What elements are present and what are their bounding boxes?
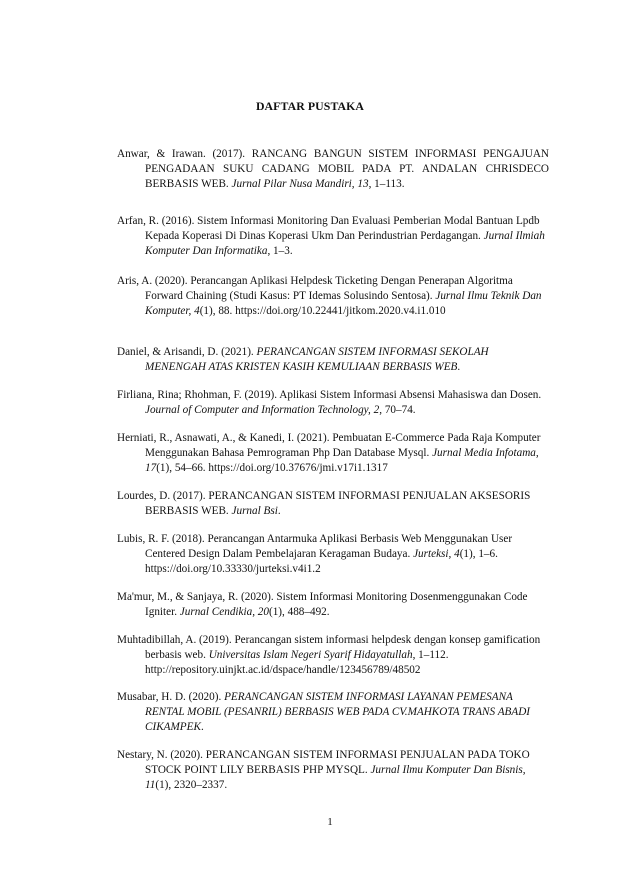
reference-details: (1), 1–6. https://doi.org/10.33330/jurteksi.v4i1.2 <box>145 548 498 575</box>
reference-text: Lubis, R. F. (2018). Perancangan Antarmuka Aplikasi Berbasis Web Menggunakan User Centered Design Dalam Pembelajaran Keragaman Budaya. <box>117 533 513 560</box>
reference-journal: Jurnal Ilmu Teknik Dan Komputer, 4 <box>145 290 542 317</box>
reference-entry <box>117 489 549 519</box>
reference-journal: Jurnal Ilmu Komputer Dan Bisnis, 11 <box>145 764 526 791</box>
reference-details: . <box>200 721 204 733</box>
reference-details: , 70–74. <box>379 404 416 416</box>
reference-journal: PERANCANGAN SISTEM INFORMASI SEKOLAH MENENGAH ATAS KRISTEN KASIH KEMULIAAN BERBASIS WEB <box>145 346 489 373</box>
reference-text: Daniel, & Arisandi, D. (2021). <box>117 346 257 358</box>
reference-entry <box>117 274 549 319</box>
reference-entry <box>117 345 549 375</box>
reference-details: (1), 54–66. https://doi.org/10.37676/jmi.v17i1.1317 <box>156 462 388 474</box>
reference-entry <box>117 748 549 793</box>
reference-text: Firliana, Rina; Rhohman, F. (2019). Aplikasi Sistem Informasi Absensi Mahasiswa dan Dosen. <box>117 389 542 401</box>
reference-text: Lourdes, D. (2017). PERANCANGAN SISTEM INFORMASI PENJUALAN AKSESORIS BERBASIS WEB. <box>117 490 531 517</box>
reference-text: Ma'mur, M., & Sanjaya, R. (2020). Sistem Informasi Monitoring Dosenmenggunakan Code Igniter. <box>117 591 528 618</box>
reference-text: Arfan, R. (2016). Sistem Informasi Monitoring Dan Evaluasi Pemberian Modal Bantuan Lpdb Kepada Koperasi Di Dinas Koperasi Ukm Dan Perindustrian Perdagangan. <box>117 215 540 242</box>
reference-entry <box>117 590 549 620</box>
reference-entry <box>117 532 549 577</box>
reference-text: Herniati, R., Asnawati, A., & Kanedi, I. (2021). Pembuatan E-Commerce Pada Raja Komputer Menggunakan Bahasa Pemrograman Php Dan Database Mysql. <box>117 432 541 459</box>
reference-text: Anwar, & Irawan. (2017). RANCANG BANGUN SISTEM INFORMASI PENGAJUAN PENGADAAN SUKU CADANG MOBIL PADA PT. ANDALAN CHRISDECO BERBASIS WEB. <box>117 148 549 190</box>
reference-journal: PERANCANGAN SISTEM INFORMASI LAYANAN PEMESANA RENTAL MOBIL (PESANRIL) BERBASIS WEB PADA CV.MAHKOTA TRANS ABADI CIKAMPEK <box>145 691 531 733</box>
reference-details: (1), 488–492. <box>268 606 330 618</box>
reference-journal: Jurnal Ilmiah Komputer Dan Informatika <box>145 230 545 257</box>
reference-text: Nestary, N. (2020). PERANCANGAN SISTEM INFORMASI PENJUALAN PADA TOKO STOCK POINT LILY BERBASIS PHP MYSQL. <box>117 749 530 776</box>
reference-details: (1), 2320–2337. <box>155 779 228 791</box>
reference-entry <box>117 214 549 259</box>
page-number: 1 <box>327 816 333 828</box>
reference-details: . <box>457 361 461 373</box>
reference-journal: Universitas Islam Negeri Syarif Hidayatullah <box>208 649 413 661</box>
reference-journal: Jurnal Bsi <box>231 505 278 517</box>
reference-details: , 1–113. <box>368 178 405 190</box>
reference-details: . <box>277 505 281 517</box>
reference-journal: Jurnal Media Infotama, 17 <box>145 447 539 474</box>
reference-entry <box>117 633 549 678</box>
reference-entry <box>117 690 549 735</box>
reference-text: Aris, A. (2020). Perancangan Aplikasi Helpdesk Ticketing Dengan Penerapan Algoritma Forward Chaining (Studi Kasus: PT Idemas Solusindo Sentosa). <box>117 275 513 302</box>
page-title: DAFTAR PUSTAKA <box>255 99 365 113</box>
reference-entry <box>117 147 549 192</box>
reference-details: (1), 88. https://doi.org/10.22441/jitkom.2020.v4.i1.010 <box>199 305 446 317</box>
reference-entry <box>117 431 549 476</box>
reference-details: , 1–112. http://repository.uinjkt.ac.id/dspace/handle/123456789/48502 <box>145 649 449 676</box>
reference-entry <box>117 388 549 418</box>
reference-text: Musabar, H. D. (2020). <box>117 691 225 703</box>
reference-text: Muhtadibillah, A. (2019). Perancangan sistem informasi helpdesk dengan konsep gamification berbasis web. <box>117 634 541 661</box>
reference-journal: Jurnal Pilar Nusa Mandiri, 13 <box>231 178 369 190</box>
reference-journal: Jurteksi, 4 <box>413 548 460 560</box>
reference-details: , 1–3. <box>267 245 293 257</box>
reference-journal: Jurnal Cendikia, 20 <box>179 606 269 618</box>
reference-journal: Journal of Computer and Information Technology, 2 <box>145 404 380 416</box>
